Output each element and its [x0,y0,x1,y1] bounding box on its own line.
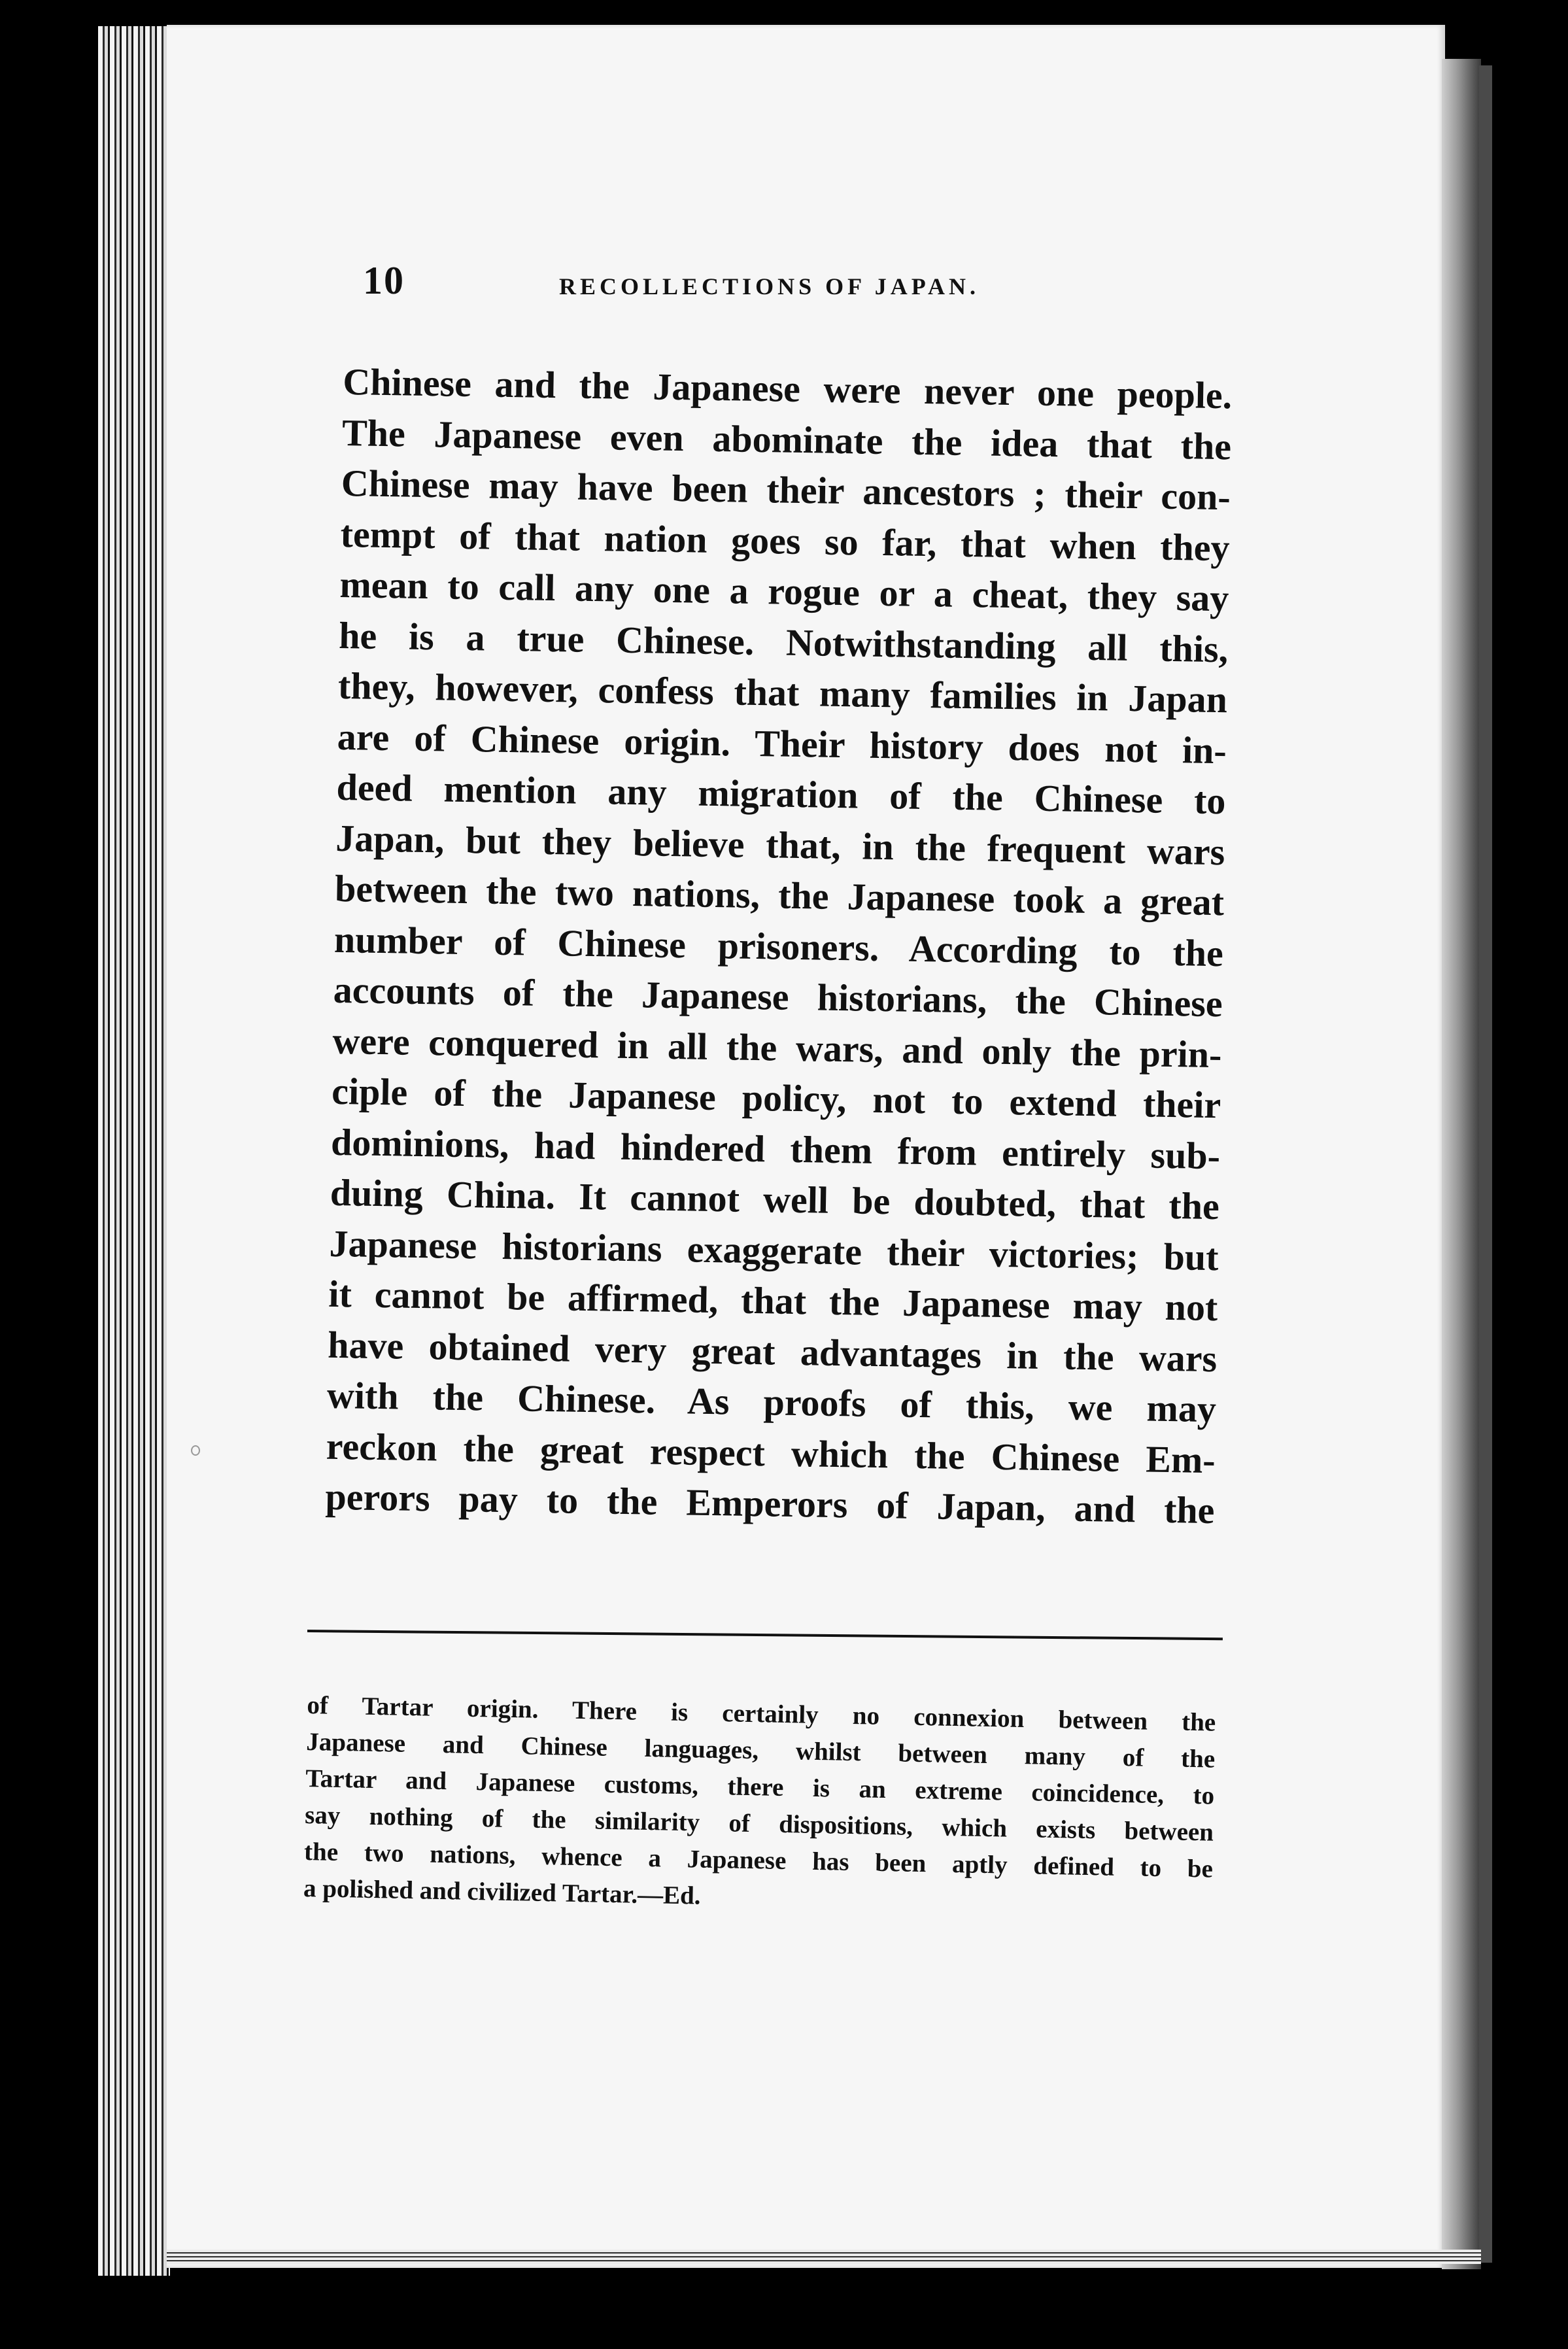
footnote-line: of Tartar origin. There is certainly no connexion between the [307,1690,1216,1737]
text-line: were conquered in all the wars, and only the prin- [332,1019,1222,1076]
text-line: he is a true Chinese. Notwithstanding all this, [338,613,1229,670]
text-line: they, however, confess that many families in Japan [337,664,1228,721]
text-line: are of Chinese origin. Their history does not in- [337,715,1227,772]
footnote [303,1687,1216,1925]
text-line: have obtained very great advantages in the wars [327,1323,1218,1380]
paper-blemish [191,1445,200,1456]
footnote-line: say nothing of the similarity of dispositions, which exists between [304,1800,1214,1847]
text-line: ciple of the Japanese policy, not to extend their [331,1069,1221,1127]
page-edges [98,26,170,2276]
text-line: between the two nations, the Japanese took a great [334,866,1225,924]
text-line: perors pay to the Emperors of Japan, and the [325,1475,1215,1532]
text-line: Chinese and the Japanese were never one people. [342,360,1233,417]
bottom-page-edge [167,2250,1481,2264]
text-line: number of Chinese prisoners. According to the [333,917,1224,974]
text-line: Chinese may have been their ancestors ; their con- [341,461,1231,519]
text-line: Japanese historians exaggerate their victories; but [329,1222,1219,1278]
text-line: Japan, but they believe that, in the frequent wars [335,816,1225,873]
text-line: it cannot be affirmed, that the Japanese may not [328,1272,1218,1329]
text-line: The Japanese even abominate the idea that the [341,411,1232,468]
text-line: reckon the great respect which the Chinese Em- [326,1424,1216,1481]
right-edge-shadow [1479,65,1492,2263]
page-header [363,258,1082,317]
body-text [325,356,1233,1536]
text-line: accounts of the Japanese historians, the Chinese [333,968,1223,1025]
footnote-line: the two nations, whence a Japanese has been aptly defined to be [303,1837,1214,1883]
text-line: dominions, had hindered them from entirely sub- [330,1120,1221,1177]
text-line: deed mention any migration of the Chinese to [336,765,1226,823]
right-page-edge [1442,59,1481,2269]
text-line: duing China. It cannot well be doubted, that the [330,1171,1220,1228]
text-line: tempt of that nation goes so far, that when they [340,512,1231,569]
text-line: mean to call any one a rogue or a cheat, they say [339,562,1229,620]
footnote-line: a polished and civilized Tartar.—Ed. [303,1874,701,1910]
page-number: 10 [363,259,405,302]
running-head: RECOLLECTIONS OF JAPAN. [559,273,980,300]
text-line: with the Chinese. As proofs of this, we may [326,1373,1217,1431]
footnote-line: Tartar and Japanese customs, there is an extreme coincidence, to [305,1764,1215,1810]
footnote-line: Japanese and Chinese languages, whilst between many of the [305,1727,1216,1774]
